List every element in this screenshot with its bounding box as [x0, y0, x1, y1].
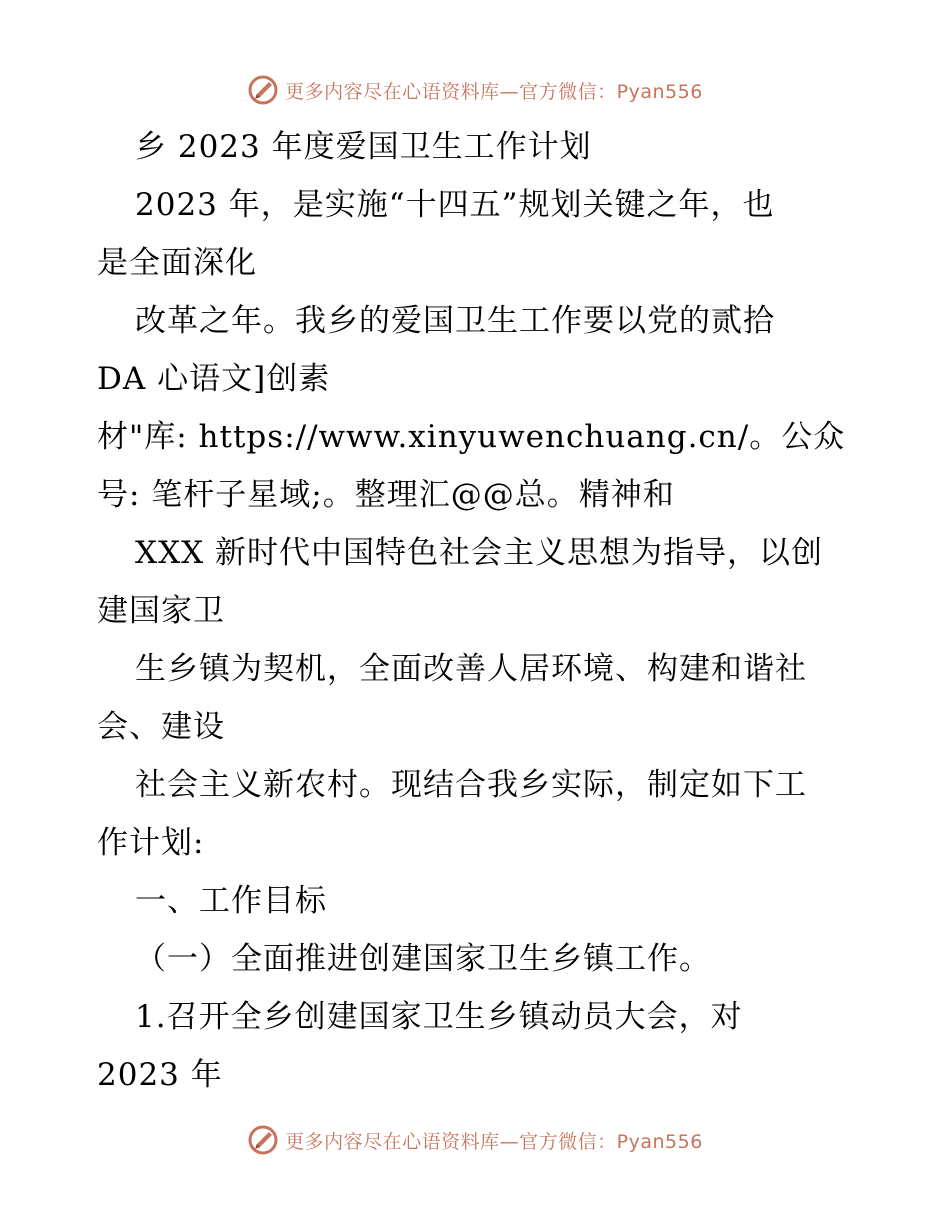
watermark-banner-bottom — [0, 1122, 950, 1158]
paragraph-line: 1.召开全乡创建国家卫生乡镇动员大会，对 — [135, 999, 743, 1035]
paragraph-line: 建国家卫 — [97, 593, 225, 629]
paragraph-line: 社会主义新农村。现结合我乡实际，制定如下工 — [135, 767, 807, 803]
subsection-heading: （一）全面推进创建国家卫生乡镇工作。 — [135, 941, 711, 977]
document-title: 乡 2023 年度爱国卫生工作计划 — [135, 129, 592, 165]
paragraph-line: 会、建设 — [97, 709, 225, 745]
paragraph-line: 生乡镇为契机，全面改善人居环境、构建和谐社 — [135, 651, 807, 687]
section-heading: 一、工作目标 — [135, 883, 327, 919]
paragraph-line: 作计划: — [97, 825, 205, 861]
document-body — [97, 118, 857, 1104]
watermark-banner-top — [0, 72, 950, 108]
watermark-text: 更多内容尽在心语资料库—官方微信：Pyan556 — [285, 80, 703, 103]
logo-icon — [247, 1124, 279, 1156]
watermark-text: 更多内容尽在心语资料库—官方微信：Pyan556 — [285, 1130, 703, 1153]
paragraph-line: 2023 年，是实施“十四五”规划关键之年，也 — [135, 187, 775, 223]
paragraph-line: 是全面深化 — [97, 245, 257, 281]
paragraph-line: 材"库: https://www.xinyuwenchuang.cn/。公众 — [97, 419, 846, 455]
paragraph-line: 改革之年。我乡的爱国卫生工作要以党的贰拾 — [135, 303, 775, 339]
paragraph-line: 号: 笔杆子星域;。整理汇@@总。精神和 — [97, 477, 675, 513]
logo-icon — [247, 74, 279, 106]
paragraph-line: 2023 年 — [97, 1057, 223, 1093]
paragraph-line: DA 心语文]创素 — [97, 361, 331, 397]
paragraph-line: XXX 新时代中国特色社会主义思想为指导，以创 — [135, 535, 824, 571]
